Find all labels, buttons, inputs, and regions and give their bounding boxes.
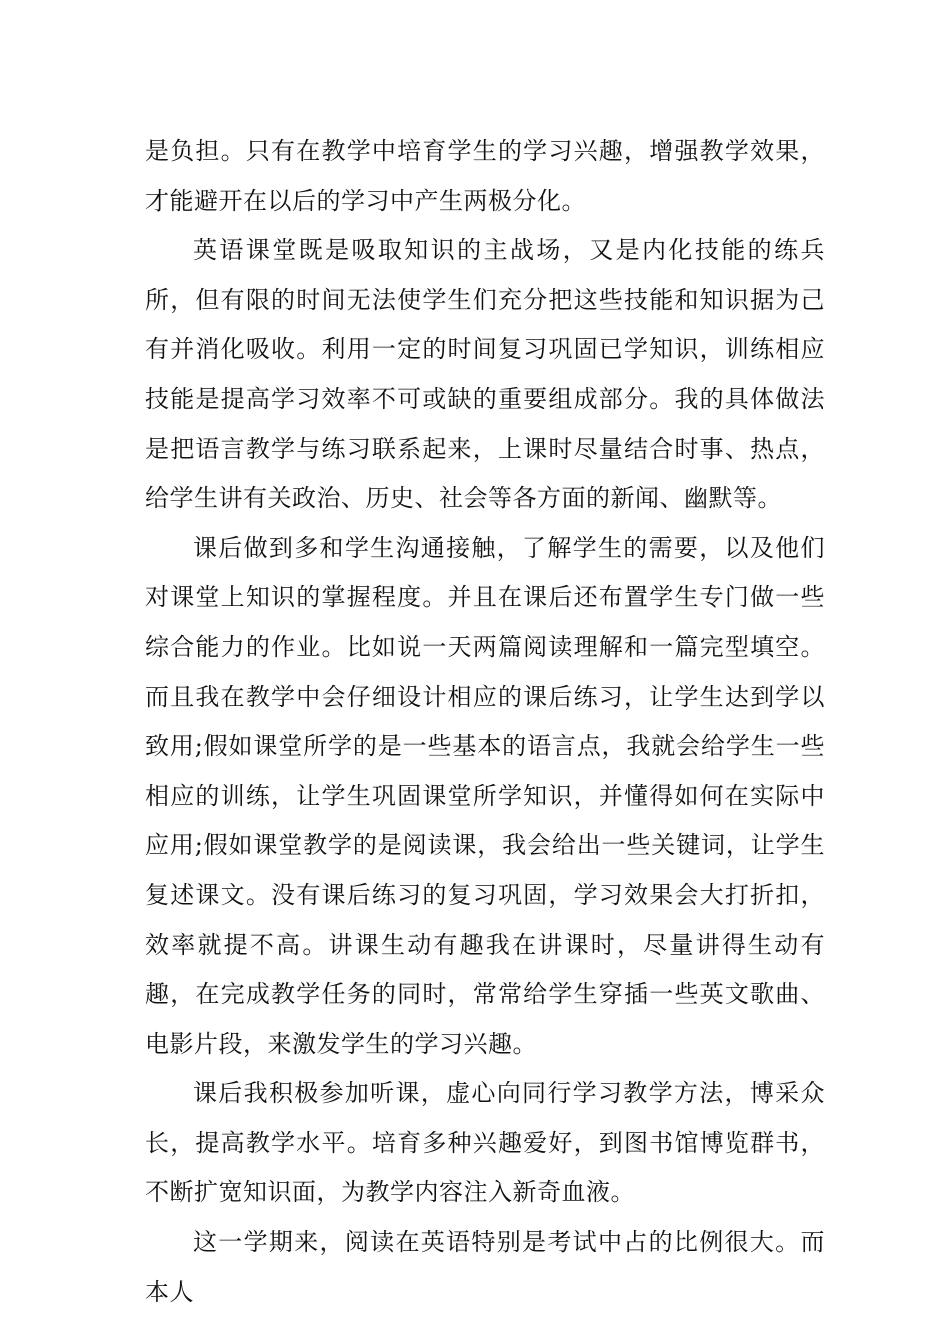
document-body (145, 127, 825, 1317)
paragraph-4: 课后我积极参加听课，虚心向同行学习教学方法，博采众长，提高教学水平。培育多种兴趣爱好，到图书馆博览群书，不断扩宽知识面，为教学内容注入新奇血液。 (145, 1079, 825, 1207)
paragraph-3: 课后做到多和学生沟通接触，了解学生的需要，以及他们对课堂上知识的掌握程度。并且在课后还布置学生专门做一些综合能力的作业。比如说一天两篇阅读理解和一篇完型填空。而且我在教学中会仔细设计相应的课后练习，让学生达到学以致用;假如课堂所学的是一些基本的语言点，我就会给学生一些相应的训练，让学生巩固课堂所学知识，并懂得如何在实际中应用;假如课堂教学的是阅读课，我会给出一些关键词，让学生复述课文。没有课后练习的复习巩固，学习效果会大打折扣，效率就提不高。讲课生动有趣我在讲课时，尽量讲得生动有趣，在完成教学任务的同时，常常给学生穿插一些英文歌曲、电影片段，来激发学生的学习兴趣。 (145, 533, 825, 1058)
paragraph-5: 这一学期来，阅读在英语特别是考试中占的比例很大。而本人 (145, 1228, 825, 1306)
paragraph-1: 是负担。只有在教学中培育学生的学习兴趣，增强教学效果，才能避开在以后的学习中产生两极分化。 (145, 137, 825, 215)
paragraph-2: 英语课堂既是吸取知识的主战场，又是内化技能的练兵所，但有限的时间无法使学生们充分把这些技能和知识据为己有并消化吸收。利用一定的时间复习巩固已学知识，训练相应技能是提高学习效率不可或缺的重要组成部分。我的具体做法是把语言教学与练习联系起来，上课时尽量结合时事、热点，给学生讲有关政治、历史、社会等各方面的新闻、幽默等。 (145, 236, 825, 513)
